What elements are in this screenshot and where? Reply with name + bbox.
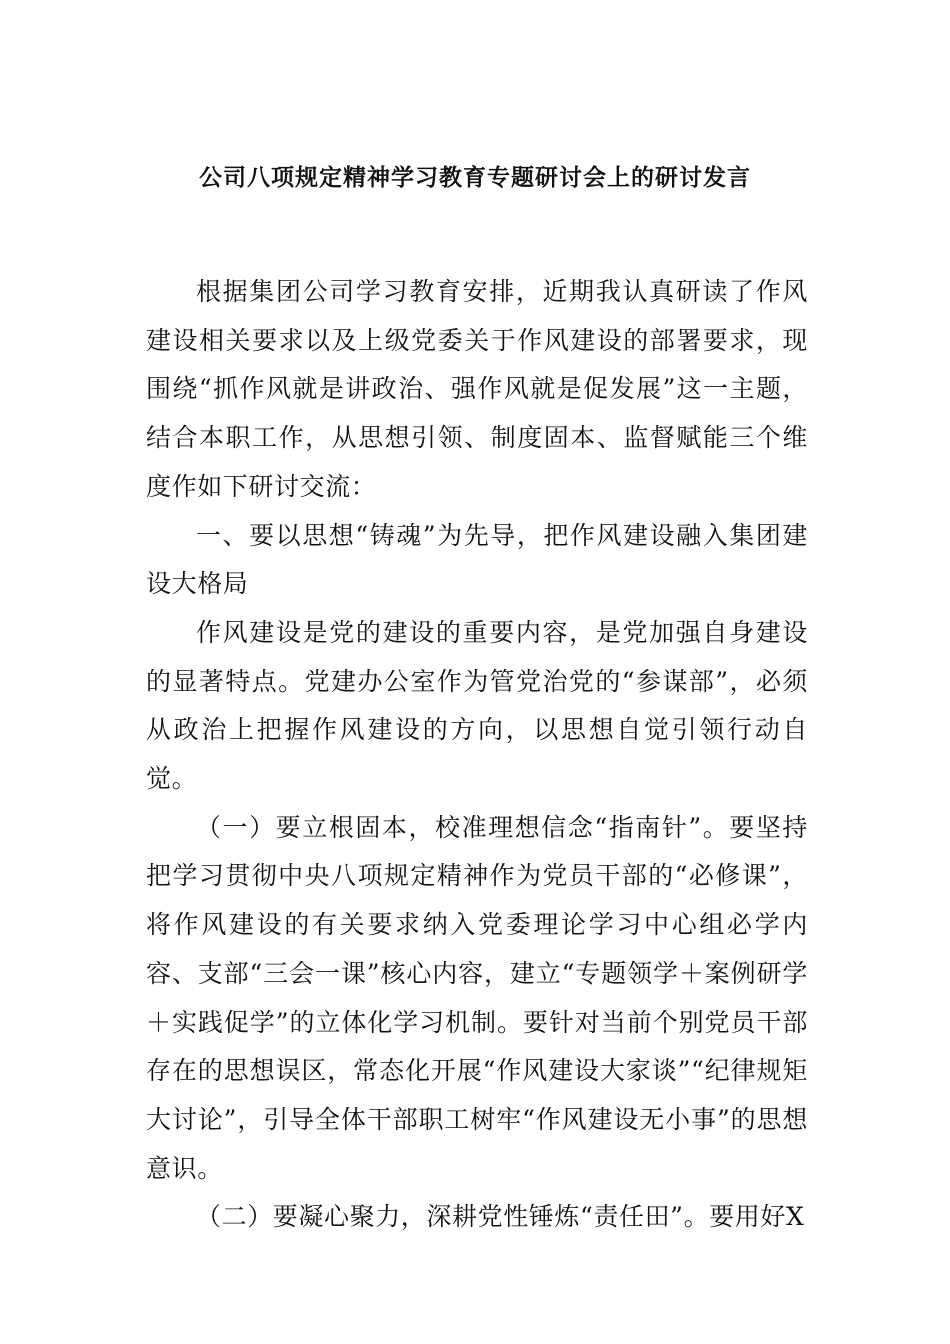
paragraph-intro: 根据集团公司学习教育安排，近期我认真研读了作风建设相关要求以及上级党委关于作风建设的部署要求，现围绕“抓作风就是讲政治、强作风就是促发展”这一主题，结合本职工作，从思想引领、制度固本、监督赋能三个维度作如下研讨交流： xyxy=(146,277,808,501)
paragraph-section-1-intro: 作风建设是党的建设的重要内容，是党加强自身建设的显著特点。党建办公室作为管党治党的“参谋部”，必须从政治上把握作风建设的方向，以思想自觉引领行动自觉。 xyxy=(146,617,808,794)
document-body xyxy=(146,268,808,1242)
paragraph-subsection-1: （一）要立根固本，校准理想信念“指南针”。要坚持把学习贯彻中央八项规定精神作为党员干部的“必修课”，将作风建设的有关要求纳入党委理论学习中心组必学内容、支部“三会一课”核心内容，建立“专题领学＋案例研学＋实践促学”的立体化学习机制。要针对当前个别党员干部存在的思想误区，常态化开展“作风建设大家谈”“纪律规矩大讨论”，引导全体干部职工树牢“作风建设无小事”的思想意识。 xyxy=(146,812,808,1183)
document-title: 公司八项规定精神学习教育专题研讨会上的研讨发言 xyxy=(199,164,751,191)
section-heading-1: 一、要以思想“铸魂”为先导，把作风建设融入集团建设大格局 xyxy=(146,520,808,599)
paragraph-subsection-2: （二）要凝心聚力，深耕党性锤炼“责任田”。要用好X xyxy=(196,1202,805,1232)
